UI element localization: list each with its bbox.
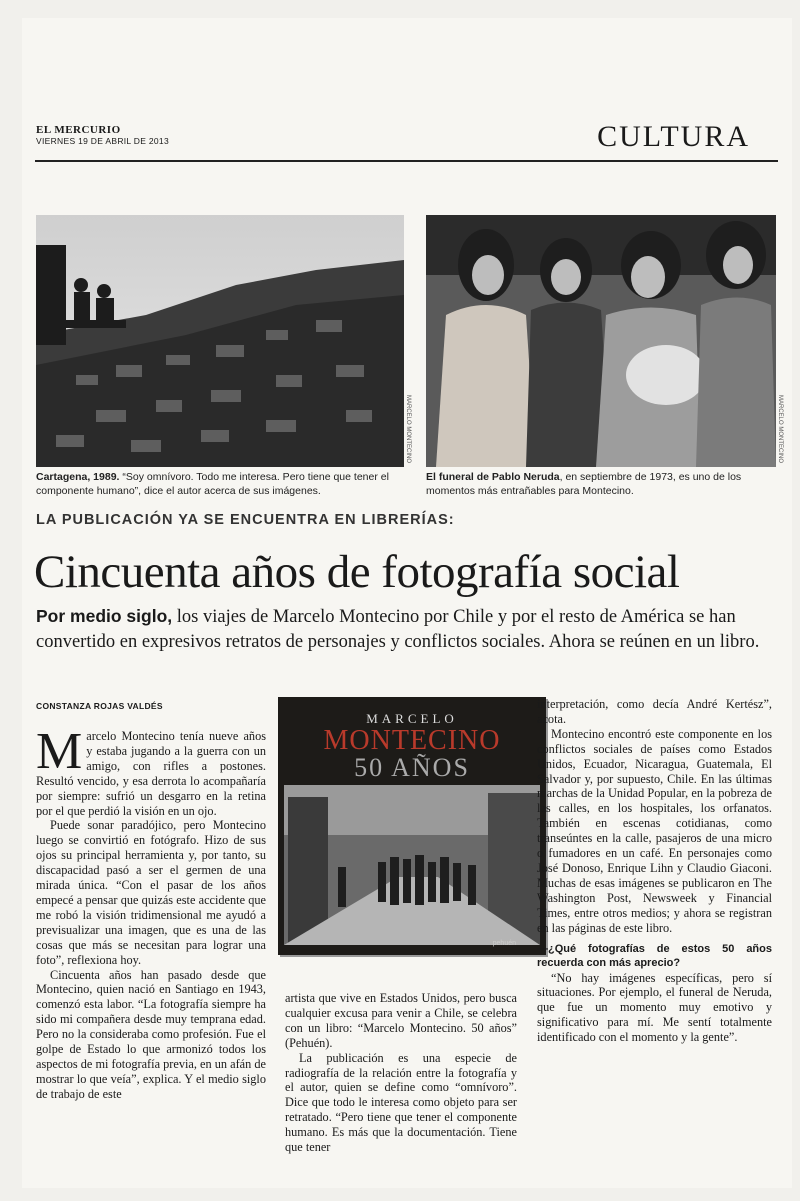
paragraph-text: arcelo Montecino tenía nueve años y estaba jugando a la guerra con un amigo, con rifles a postones. Resultó vencido, y esa derrota lo acompañaría por siempre: sufrió un desgarro en la retina por el que perdió la visión en un ojo. [36,729,266,818]
column-2 [285,991,517,1155]
book-author: MARCELO [366,711,458,726]
issue-date: VIERNES 19 DE ABRIL DE 2013 [36,136,169,146]
caption-left-text: “Soy omnívoro. Todo me interesa. Pero tiene que tener el componente humano”, dice el autor acerca de sus imágenes. [36,471,389,497]
caption-right [426,470,778,498]
paragraph: “No hay imágenes específicas, pero sí situaciones. Por ejemplo, el funeral de Neruda, que fue un momento muy emotivo y significativo para mí. Me sentí totalmente identificado con el momento y la gente”. [537,970,772,1045]
newspaper-name: EL MERCURIO [36,124,121,136]
paragraph: Puede sonar paradójico, pero Montecino luego se convirtió en fotógrafo. Hizo de sus ojos su principal herramienta y, por tanto, su discapacidad pasó a ser el germen de una mirada única. “Con el pasar de los años empecé a pensar que quizás este accidente que me robó la visión tridimensional me ayudó a previsualizar una imagen, que es una de las cosas que más se necesitan para lograr una foto”, reflexiona hoy. [36,818,266,967]
column-3 [537,697,772,1045]
article-kicker: LA PUBLICACIÓN YA SE ENCUENTRA EN LIBRERÍAS: [36,512,455,528]
lede-text: los viajes de Marcelo Montecino por Chile y por el resto de América se han convertido en expresivos retratos de personajes y conflictos sociales. Ahora se reúnen en un libro. [36,607,760,652]
caption-right-bold: El funeral de Pablo Neruda [426,471,560,483]
drop-cap: M [36,723,83,780]
photo-cartagena [36,215,404,467]
paragraph: La publicación es una especie de radiografía de la relación entre la fotografía y el autor, quien se define como “omnívoro”. Dice que todo le interesa como objeto para ser retratado. “Pero tiene que tener el componente humano. Es más que la documentación. Tiene que tener [285,1050,517,1155]
byline: CONSTANZA ROJAS VALDÉS [36,701,163,711]
paragraph: interpretación, como decía André Kertész”, acota. [537,697,772,726]
column-1 [36,723,266,1102]
caption-left [36,470,406,498]
lede-bold: Por medio siglo, [36,606,173,626]
book-title: MONTECINO [323,725,501,756]
book-subtitle: 50 AÑOS [354,753,470,782]
article-headline: Cincuenta años de fotografía social [34,546,680,598]
section-title: CULTURA [597,120,750,153]
book-publisher: pehuén [492,940,516,947]
photo-neruda-funeral [426,215,776,467]
paragraph [36,723,266,818]
book-cover-image [278,697,546,955]
caption-right-text: , en septiembre de 1973, es uno de los momentos más entrañables para Montecino. [426,471,742,497]
masthead-rule [35,160,778,162]
photo-credit-left: MARCELO MONTECINO [405,395,411,464]
masthead [36,124,169,147]
caption-left-bold: Cartagena, 1989. [36,471,120,483]
paragraph: Cincuenta años han pasado desde que Montecino, quien nació en Santiago en 1943, comenzó esta labor. “La fotografía siempre ha sido mi compañera desde muy temprana edad. Pero no la consideraba como profesión. Fue el golpe de Estado lo que armonizó todos los aspectos de mi fotografía previa, en un afán de mostrar lo que veía”, explica. Y el medio siglo de trabajo de este [36,967,266,1101]
interview-question: —¿Qué fotografías de estos 50 años recuerda con más aprecio? [537,942,772,969]
paragraph: Montecino encontró este componente en los conflictos sociales de países como Estados Unidos, Ecuador, Nicaragua, Guatemala, El Salvador y, por supuesto, Chile. En las últimas marchas de la Unidad Popular, en la pobreza de las calles, en los hospitales, los orfanatos. También en escenas cotidianas, como transeúntes en la calle, pasajeros de una micro o fumadores en un café. En personajes como José Donoso, Enrique Lihn y Claudio Giaconi. Muchas de esas imágenes se publicaron en The Washington Post, Newsweek y Financial Times, entre otros medios; y ahora se registran en las páginas de este libro. [537,726,772,935]
photo-credit-right: MARCELO MONTECINO [777,395,783,464]
paragraph: artista que vive en Estados Unidos, pero busca cualquier excusa para venir a Chile, se celebra con un libro: “Marcelo Montecino. 50 años” (Pehuén). [285,991,517,1050]
article-lede [36,604,766,655]
